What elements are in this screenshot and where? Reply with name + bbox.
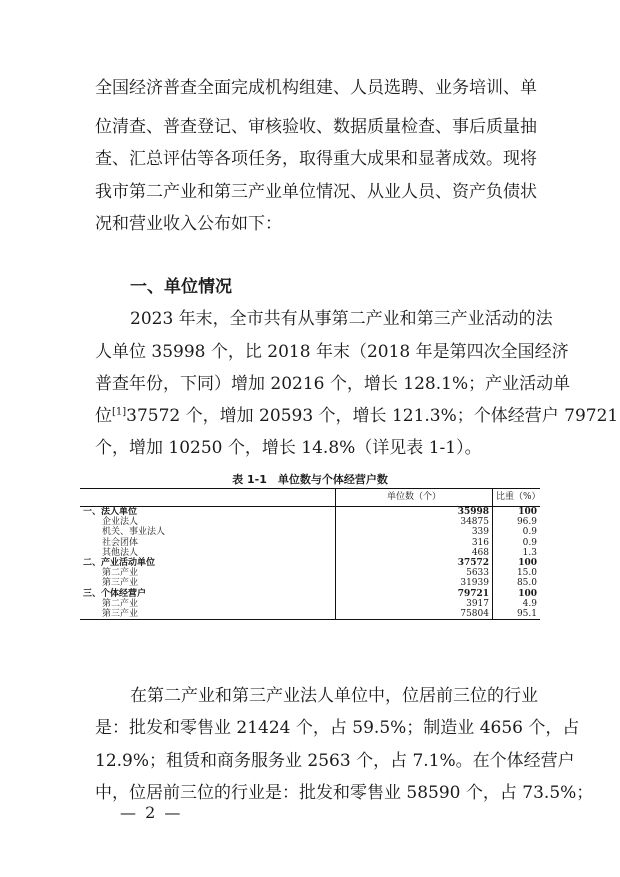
row-label: 其他法人 xyxy=(102,547,139,558)
footnote-marker: [1] xyxy=(112,406,127,418)
row-share: 100 xyxy=(493,558,541,568)
row-count: 3917 xyxy=(336,599,493,609)
para2-line-1: 2023 年末，全市共有从事第二产业和第三产业活动的法 xyxy=(130,309,553,329)
table-row xyxy=(80,527,540,537)
row-label: 第二产业 xyxy=(102,598,139,609)
para2-line-5: 个，增加 10250 个，增长 14.8%（详见表 1-1）。 xyxy=(95,438,482,458)
row-count: 75804 xyxy=(336,609,493,620)
header-category xyxy=(80,489,336,507)
row-label: 三、个体经营户 xyxy=(83,588,147,599)
table-row xyxy=(80,538,540,548)
row-count: 468 xyxy=(336,548,493,558)
row-share: 1.3 xyxy=(493,548,541,558)
table-row xyxy=(80,507,540,518)
row-label: 第三产业 xyxy=(80,609,336,620)
intro-line-2: 位清查、普查登记、审核验收、数据质量检查、事后质量抽 xyxy=(95,117,537,137)
page-number: — 2 — xyxy=(120,803,183,822)
para2-line-4 xyxy=(95,406,619,426)
row-label: 机关、事业法人 xyxy=(102,527,166,538)
row-count: 316 xyxy=(336,538,493,548)
para3-line-1: 在第二产业和第三产业法人单位中，位居前三位的行业 xyxy=(130,686,538,706)
header-share: 比重（%） xyxy=(493,489,541,507)
intro-line-3: 查、汇总评估等各项任务，取得重大成果和显著成效。现将 xyxy=(95,149,537,169)
row-share: 100 xyxy=(493,589,541,599)
table-row xyxy=(80,609,540,620)
row-count: 339 xyxy=(336,527,493,537)
table-row xyxy=(80,599,540,609)
para2-line-3: 普查年份，下同）增加 20216 个，增长 128.1%；产业活动单 xyxy=(95,374,571,394)
row-share: 96.9 xyxy=(493,517,541,527)
para3-line-3: 12.9%；租赁和商务服务业 2563 个，占 7.1%。在个体经营户 xyxy=(95,751,575,771)
row-share: 95.1 xyxy=(493,609,541,620)
row-label: 社会团体 xyxy=(102,537,139,548)
row-label: 二、产业活动单位 xyxy=(83,558,156,569)
para2-line-2: 人单位 35998 个，比 2018 年末（2018 年是第四次全国经济 xyxy=(95,342,569,362)
row-count: 31939 xyxy=(336,578,493,588)
row-share: 0.9 xyxy=(493,527,541,537)
intro-line-1: 全国经济普查全面完成机构组建、人员选聘、业务培训、单 xyxy=(95,78,537,98)
row-share: 4.9 xyxy=(493,599,541,609)
table-row xyxy=(80,589,540,599)
row-count: 34875 xyxy=(336,517,493,527)
row-label: 第三产业 xyxy=(102,578,139,589)
para3-line-4: 中，位居前三位的行业是：批发和零售业 58590 个，占 73.5%； xyxy=(95,783,594,803)
header-unit-count: 单位数（个） xyxy=(336,489,493,507)
row-count: 5633 xyxy=(336,568,493,578)
para3-line-2: 是：批发和零售业 21424 个，占 59.5%；制造业 4656 个，占 xyxy=(95,718,580,738)
table-row xyxy=(80,517,540,527)
table-row xyxy=(80,568,540,578)
row-count: 79721 xyxy=(336,589,493,599)
table-row xyxy=(80,558,540,568)
row-share: 0.9 xyxy=(493,538,541,548)
table-header-row xyxy=(80,489,540,507)
table-row xyxy=(80,548,540,558)
row-share: 85.0 xyxy=(493,578,541,588)
row-count: 37572 xyxy=(336,558,493,568)
table-row xyxy=(80,578,540,588)
intro-line-4: 我市第二产业和第三产业单位情况、从业人员、资产负债状 xyxy=(95,182,537,202)
row-share: 15.0 xyxy=(493,568,541,578)
section-heading: 一、单位情况 xyxy=(130,277,232,297)
row-share: 100 xyxy=(493,507,541,518)
para2-line-4-rest: 37572 个，增加 20593 个，增长 121.3%；个体经营户 79721 xyxy=(126,406,619,426)
para2-line-4-start: 位 xyxy=(95,406,112,426)
table-caption: 表 1-1 单位数与个体经营户数 xyxy=(232,473,388,486)
row-label: 企业法人 xyxy=(102,517,139,528)
row-count: 35998 xyxy=(336,507,493,518)
intro-line-5: 况和营业收入公布如下： xyxy=(95,214,282,234)
units-table xyxy=(80,488,540,620)
row-label: 一、法人单位 xyxy=(83,507,138,517)
row-label: 第二产业 xyxy=(102,568,139,579)
